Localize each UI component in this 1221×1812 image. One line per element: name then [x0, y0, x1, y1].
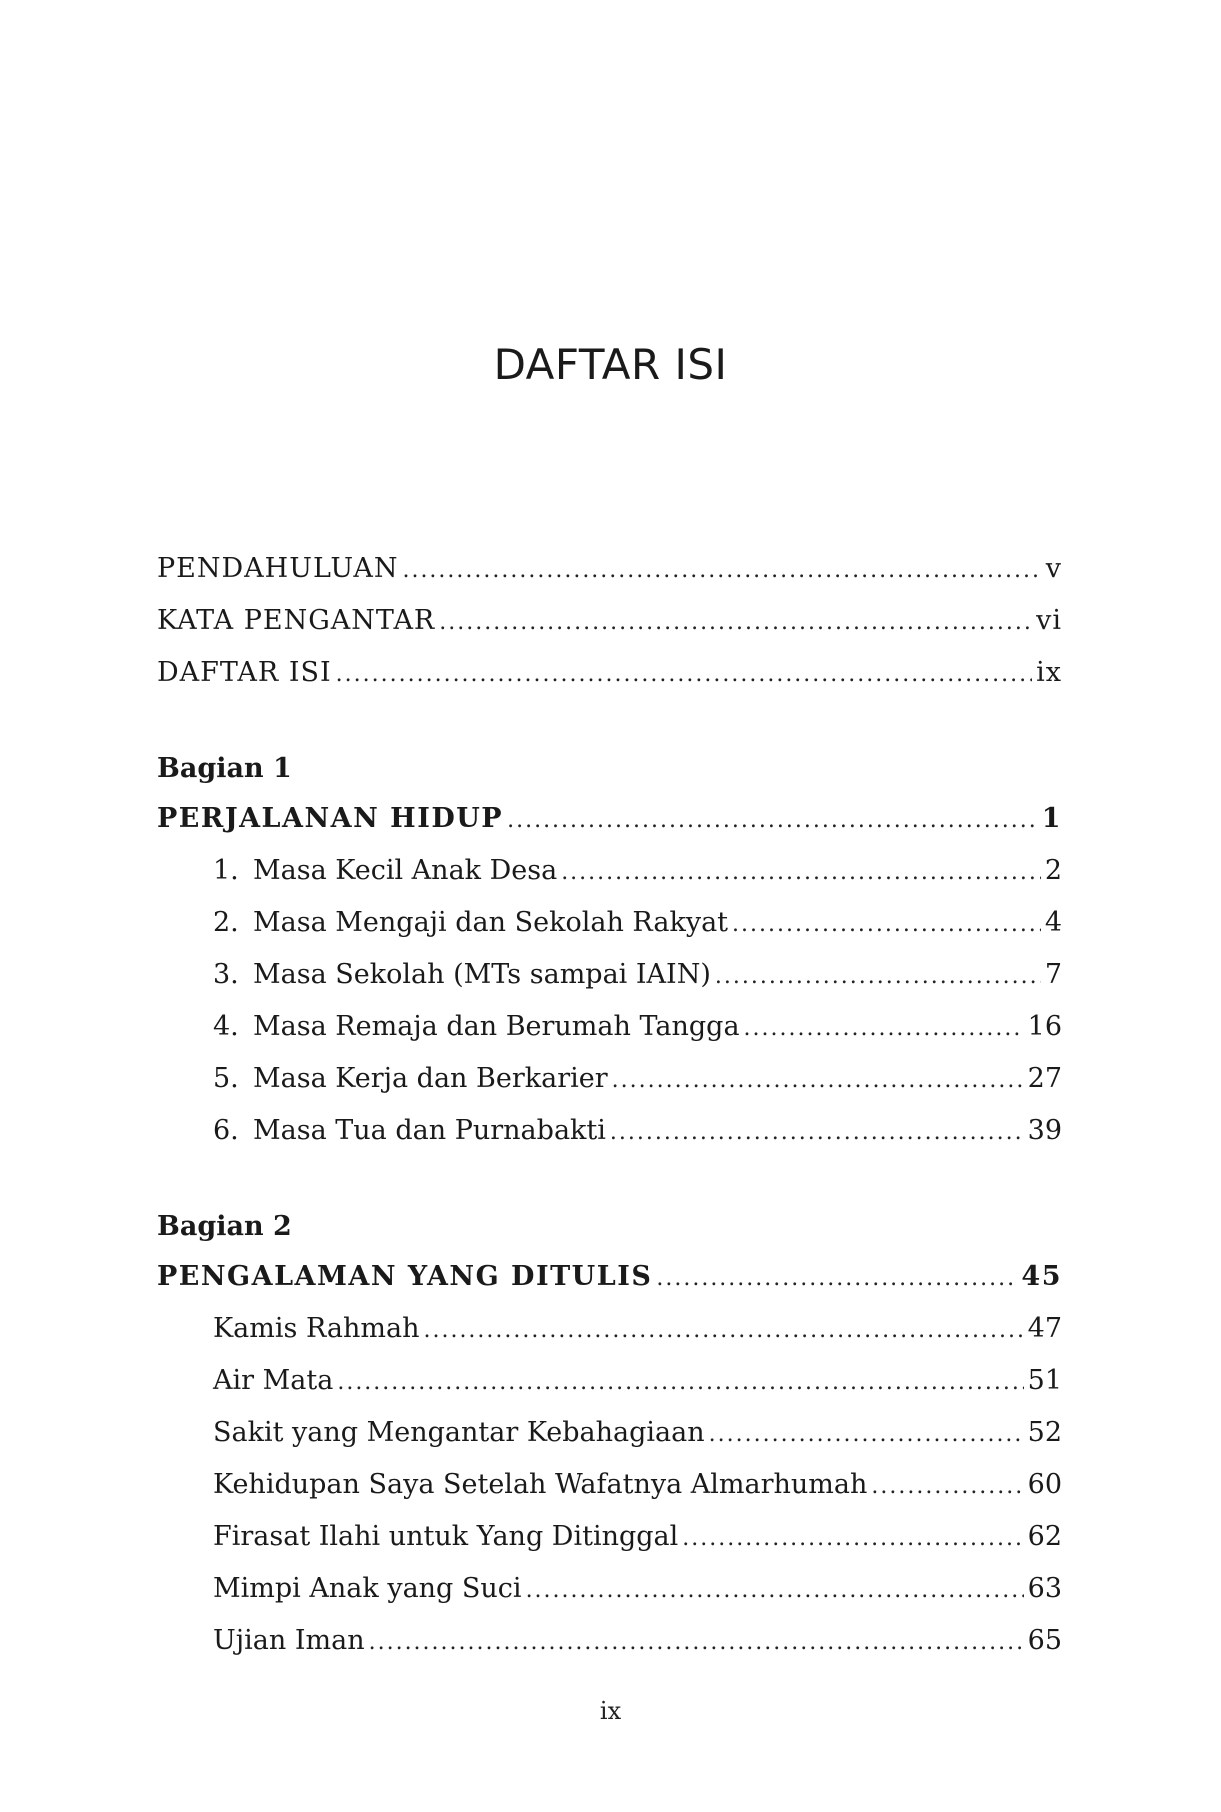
- toc-entry-page: 62: [1027, 1521, 1062, 1552]
- dot-leader: [507, 795, 1038, 847]
- toc-entry-pendahuluan[interactable]: [157, 543, 1062, 595]
- toc-entry-page: ix: [1036, 657, 1062, 688]
- toc-entry-kata-pengantar[interactable]: [157, 595, 1062, 647]
- toc-entry[interactable]: [157, 949, 1062, 1001]
- dot-leader: [610, 1107, 1024, 1159]
- toc-entry-page: 65: [1027, 1625, 1062, 1656]
- part-heading: Bagian 1: [157, 753, 292, 784]
- toc-entry-daftar-isi[interactable]: [157, 647, 1062, 699]
- toc-section-title: PENGALAMAN YANG DITULIS: [157, 1261, 653, 1292]
- toc-section-title: PERJALANAN HIDUP: [157, 803, 504, 834]
- dot-leader: [732, 899, 1041, 951]
- toc-entry[interactable]: [157, 897, 1062, 949]
- toc-entry-page: vi: [1036, 605, 1062, 636]
- toc-entry[interactable]: [157, 1355, 1062, 1407]
- dot-leader: [561, 847, 1041, 899]
- toc-entry[interactable]: [157, 1001, 1062, 1053]
- toc-entry-number: 2.: [213, 907, 239, 938]
- toc-entry-label: Kehidupan Saya Setelah Wafatnya Almarhumah: [213, 1469, 868, 1500]
- dot-leader: [337, 1357, 1023, 1409]
- toc-entry-number: 3.: [213, 959, 239, 990]
- toc-entry-page: 47: [1027, 1313, 1062, 1344]
- toc-entry-label: KATA PENGANTAR: [157, 605, 436, 636]
- toc-entry[interactable]: [157, 1511, 1062, 1563]
- toc-entry[interactable]: [157, 1303, 1062, 1355]
- toc-entry-page: 27: [1027, 1063, 1062, 1094]
- toc-entry-page: v: [1045, 553, 1062, 584]
- dot-leader: [715, 951, 1041, 1003]
- dot-leader: [439, 597, 1032, 649]
- toc-entry-page: 7: [1044, 959, 1062, 990]
- dot-leader: [871, 1461, 1023, 1513]
- toc-entry-label: Mimpi Anak yang Suci: [213, 1573, 522, 1604]
- toc-entry-number: 5.: [213, 1063, 239, 1094]
- toc-entry-number: 4.: [213, 1011, 239, 1042]
- toc-section-perjalanan-hidup[interactable]: [157, 793, 1062, 845]
- toc-entry-label: Masa Mengaji dan Sekolah Rakyat: [253, 907, 729, 938]
- toc-entry-label: PENDAHULUAN: [157, 553, 399, 584]
- toc-entry-page: 60: [1027, 1469, 1062, 1500]
- footer-page-number: ix: [599, 1697, 622, 1725]
- toc-entry-page: 39: [1027, 1115, 1062, 1146]
- dot-leader: [369, 1617, 1024, 1669]
- toc-section-page: 45: [1021, 1261, 1062, 1292]
- dot-leader: [423, 1305, 1023, 1357]
- dot-leader: [336, 649, 1032, 701]
- toc-entry-label: Ujian Iman: [213, 1625, 365, 1656]
- dot-leader: [402, 545, 1041, 597]
- toc-entry-page: 16: [1027, 1011, 1062, 1042]
- part-heading: Bagian 2: [157, 1211, 292, 1242]
- dot-leader: [612, 1055, 1024, 1107]
- toc-section-page: 1: [1041, 803, 1062, 834]
- toc-entry[interactable]: [157, 1407, 1062, 1459]
- page-title: DAFTAR ISI: [493, 340, 728, 389]
- dot-leader: [656, 1253, 1017, 1305]
- dot-leader: [709, 1409, 1024, 1461]
- toc-entry-label: Air Mata: [213, 1365, 334, 1396]
- toc-entry-page: 63: [1027, 1573, 1062, 1604]
- toc-entry[interactable]: [157, 1615, 1062, 1667]
- toc-entry-label: Masa Sekolah (MTs sampai IAIN): [253, 959, 711, 990]
- toc-entry-page: 2: [1044, 855, 1062, 886]
- toc-entry-label: Kamis Rahmah: [213, 1313, 420, 1344]
- toc-entry-page: 4: [1044, 907, 1062, 938]
- toc-entry-number: 1.: [213, 855, 239, 886]
- toc-entry-label: Masa Kecil Anak Desa: [253, 855, 558, 886]
- toc-entry[interactable]: [157, 1105, 1062, 1157]
- toc-entry-label: Masa Kerja dan Berkarier: [253, 1063, 608, 1094]
- toc-entry[interactable]: [157, 1053, 1062, 1105]
- dot-leader: [682, 1513, 1023, 1565]
- toc-entry-label: Sakit yang Mengantar Kebahagiaan: [213, 1417, 705, 1448]
- toc-entry-label: Masa Remaja dan Berumah Tangga: [253, 1011, 740, 1042]
- toc-entry[interactable]: [157, 845, 1062, 897]
- toc-entry-number: 6.: [213, 1115, 239, 1146]
- toc-entry-label: Masa Tua dan Purnabakti: [253, 1115, 606, 1146]
- toc-entry-label: DAFTAR ISI: [157, 657, 332, 688]
- dot-leader: [526, 1565, 1024, 1617]
- toc-entry-label: Firasat Ilahi untuk Yang Ditinggal: [213, 1521, 679, 1552]
- toc-entry[interactable]: [157, 1459, 1062, 1511]
- toc-entry[interactable]: [157, 1563, 1062, 1615]
- table-of-contents: [157, 543, 1062, 1667]
- toc-entry-page: 51: [1027, 1365, 1062, 1396]
- dot-leader: [744, 1003, 1024, 1055]
- toc-entry-page: 52: [1027, 1417, 1062, 1448]
- toc-section-pengalaman-yang-ditulis[interactable]: [157, 1251, 1062, 1303]
